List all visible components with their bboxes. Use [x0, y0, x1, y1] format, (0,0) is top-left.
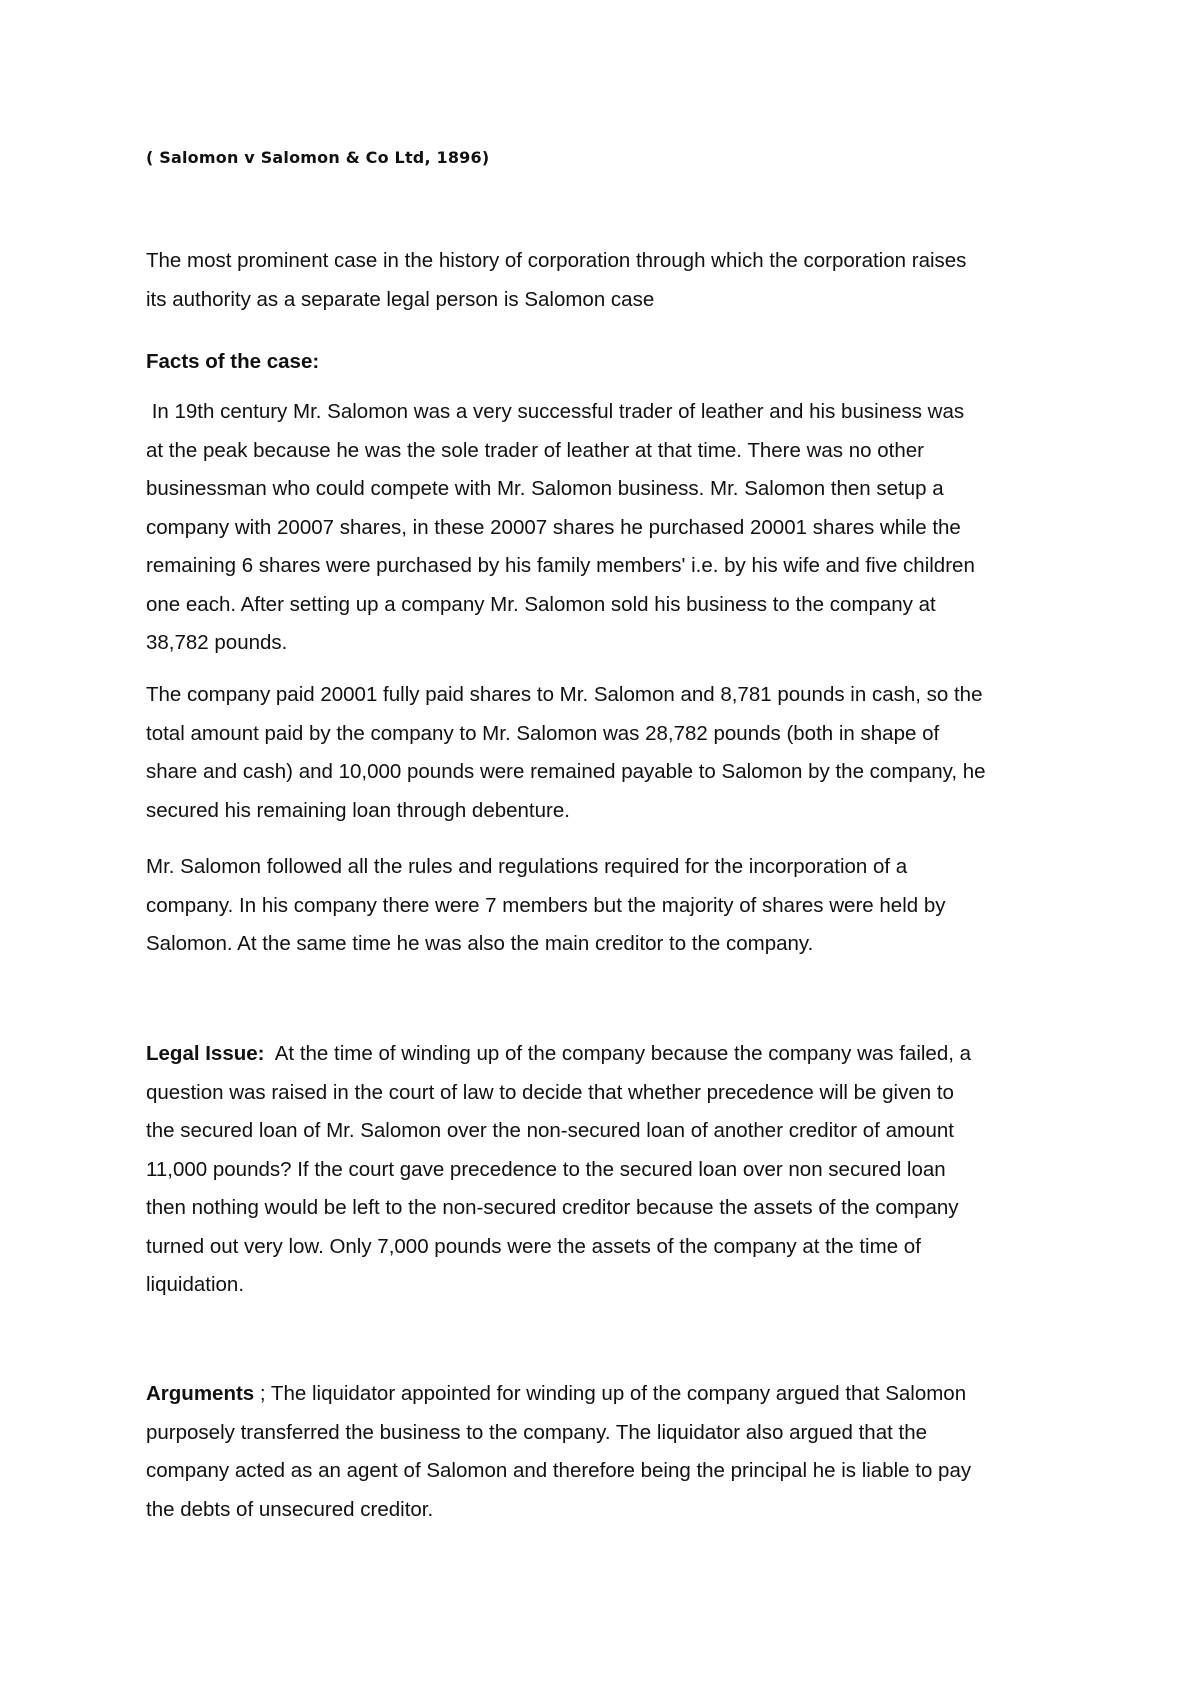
- paragraph-line: company. In his company there were 7 members but the majority of shares were held by: [146, 893, 946, 917]
- paragraph-line: total amount paid by the company to Mr. Salomon was 28,782 pounds (both in shape of: [146, 721, 940, 745]
- paragraph-line: turned out very low. Only 7,000 pounds were the assets of the company at the time of: [146, 1234, 921, 1258]
- paragraph-line: Salomon. At the same time he was also the main creditor to the company.: [146, 932, 814, 955]
- paragraph-line: company acted as an agent of Salomon and therefore being the principal he is liable to pay: [146, 1459, 972, 1482]
- facts-paragraph-2: [146, 676, 1076, 830]
- paragraph-line: [146, 1035, 1076, 1074]
- paragraph-line: at the peak because he was the sole trader of leather at that time. There was no other: [146, 438, 924, 462]
- paragraph-line: the debts of unsecured creditor.: [146, 1497, 434, 1521]
- paragraph-line: businessman who could compete with Mr. Salomon business. Mr. Salomon then setup a: [146, 477, 944, 500]
- paragraph-line: 11,000 pounds? If the court gave precedence to the secured loan over non secured loan: [146, 1157, 946, 1181]
- paragraph-line: The most prominent case in the history of corporation through which the corporation raises: [146, 249, 967, 272]
- facts-paragraph-3: [146, 848, 1076, 964]
- paragraph-line: share and cash) and 10,000 pounds were remained payable to Salomon by the company, he: [146, 760, 986, 783]
- arguments-text: ; The liquidator appointed for winding up of the company argued that Salomon: [254, 1382, 967, 1405]
- paragraph-line: [146, 1375, 1076, 1414]
- paragraph-line: remaining 6 shares were purchased by his family members' i.e. by his wife and five children: [146, 554, 975, 577]
- paragraph-line: question was raised in the court of law to decide that whether precedence will be given to: [146, 1080, 954, 1104]
- arguments-label: Arguments: [146, 1382, 255, 1405]
- paragraph-line: secured his remaining loan through debenture.: [146, 798, 570, 822]
- paragraph-line: Mr. Salomon followed all the rules and regulations required for the incorporation of a: [146, 855, 908, 878]
- legal-issue-paragraph: [146, 1035, 1076, 1305]
- case-title: ( Salomon v Salomon & Co Ltd, 1896): [146, 148, 490, 167]
- paragraph-line: The company paid 20001 fully paid shares to Mr. Salomon and 8,781 pounds in cash, so the: [146, 683, 983, 706]
- paragraph-line: the secured loan of Mr. Salomon over the non-secured loan of another creditor of amount: [146, 1119, 954, 1142]
- paragraph-line: purposely transferred the business to the company. The liquidator also argued that the: [146, 1420, 927, 1444]
- paragraph-line: one each. After setting up a company Mr. Salomon sold his business to the company at: [146, 592, 936, 616]
- facts-heading: Facts of the case:: [146, 350, 320, 373]
- facts-paragraph-1: [146, 393, 1076, 663]
- legal-issue-text: At the time of winding up of the company because the company was failed, a: [264, 1042, 972, 1065]
- paragraph-line: liquidation.: [146, 1273, 245, 1296]
- intro-paragraph: [146, 242, 1076, 319]
- paragraph-line: In 19th century Mr. Salomon was a very successful trader of leather and his business was: [146, 400, 965, 423]
- arguments-paragraph: [146, 1375, 1076, 1529]
- paragraph-line: 38,782 pounds.: [146, 631, 288, 654]
- paragraph-line: company with 20007 shares, in these 20007 shares he purchased 20001 shares while the: [146, 515, 961, 539]
- legal-issue-label: Legal Issue:: [146, 1042, 265, 1065]
- paragraph-line: then nothing would be left to the non-secured creditor because the assets of the company: [146, 1196, 959, 1219]
- paragraph-line: its authority as a separate legal person is Salomon case: [146, 287, 655, 311]
